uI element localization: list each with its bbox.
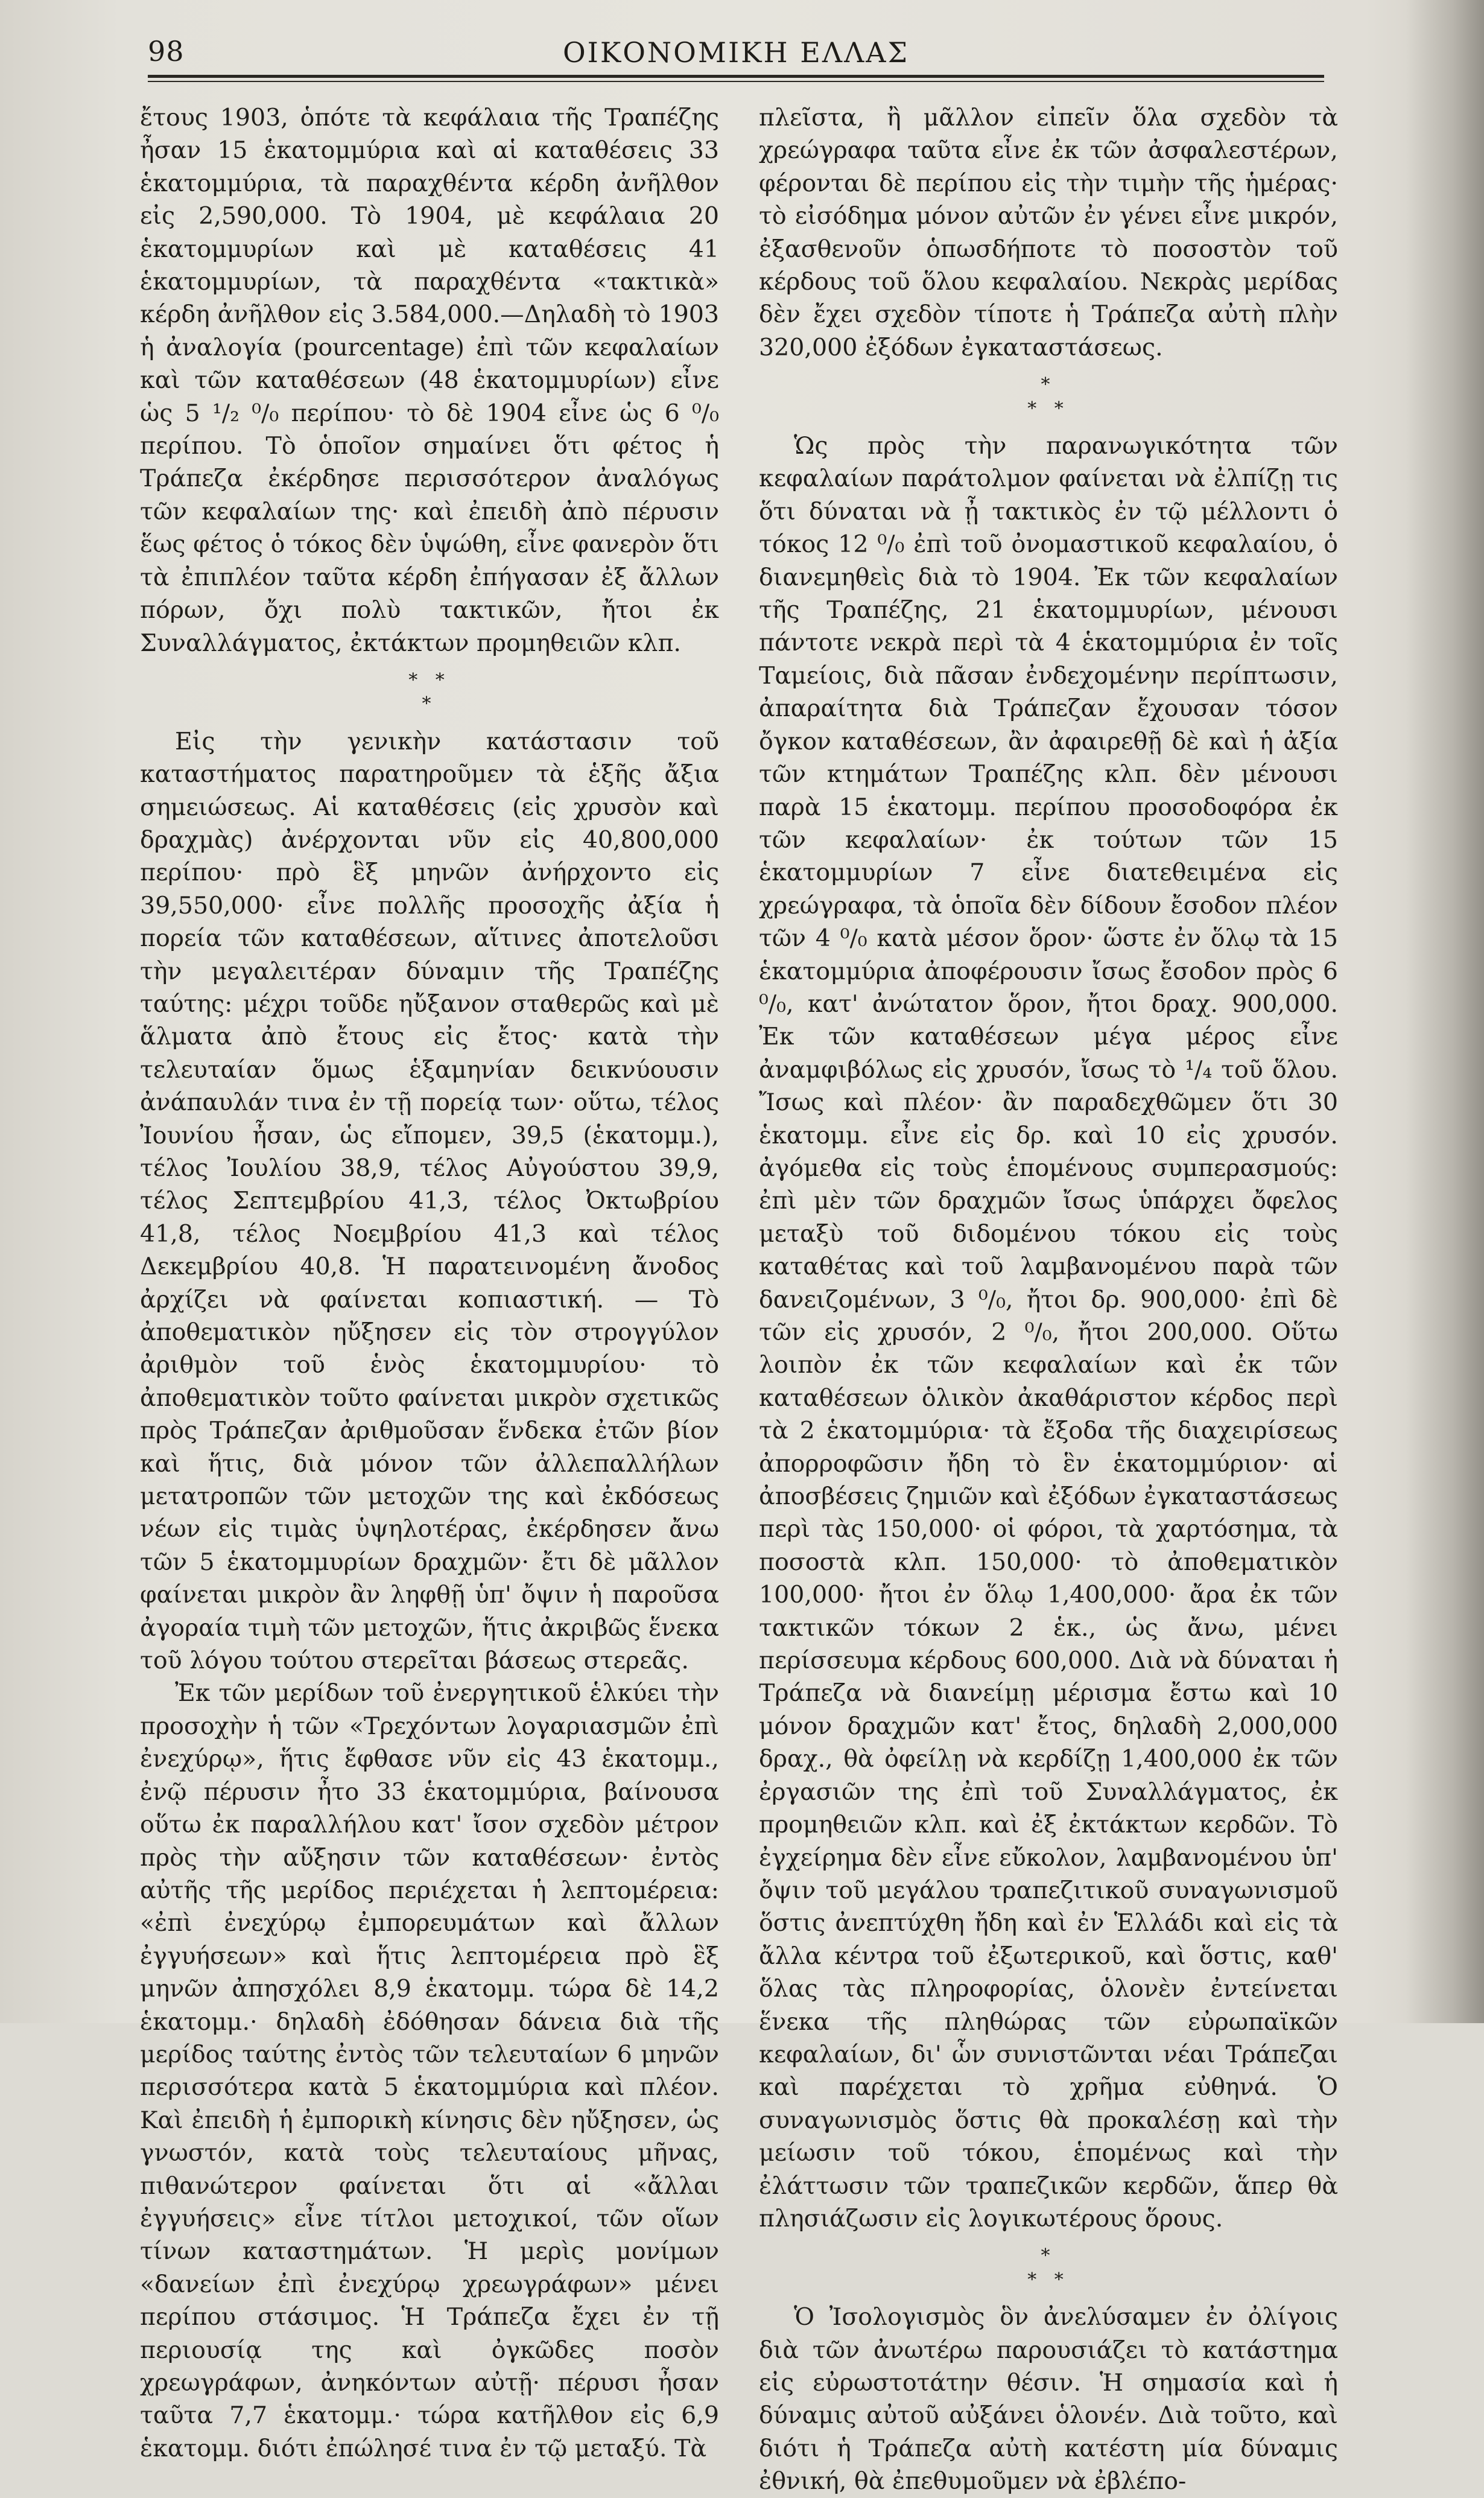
binding-shadow <box>1406 0 1484 2023</box>
right-column <box>759 101 1338 2496</box>
right-paragraph-1: πλεῖστα, ἢ μᾶλλον εἰπεῖν ὅλα σχεδὸν τὰ χρεώγραφα ταῦτα εἶνε ἐκ τῶν ἀσφαλεστέρων, φέρονται δὲ περίπου εἰς τὴν τιμὴν τῆς ἡμέρας· τὸ εἰσόδημα μόνον αὐτῶν ἐν γένει εἶνε μικρόν, ἐξασθενοῦν ὁπωσδήποτε τὸ ποσοστὸν τοῦ κέρδους τοῦ ὅλου κεφαλαίου. Νεκρὰς μερίδας δὲν ἔχει σχεδὸν τίποτε ἡ Τράπεζα αὐτὴ πλὴν 320,000 ἐξόδων ἐγκαταστάσεως. <box>759 104 1338 361</box>
separator-stars-bottom: * * <box>1027 2269 1070 2290</box>
section-separator <box>140 659 719 725</box>
right-paragraph-2: Ὡς πρὸς τὴν παρανωγικότητα τῶν κεφαλαίων παράτολμον φαίνεται νὰ ἐλπίζῃ τις ὅτι δύναται νὰ ᾖ τακτικὸς ἐν τῷ μέλλοντι ὁ τόκος 12 ⁰/₀ ἐπὶ τοῦ ὀνομαστικοῦ κεφαλαίου, ὁ διανεμηθεὶς διὰ τὸ 1904. Ἐκ τῶν κεφαλαίων τῆς Τραπέζης, 21 ἑκατομμυρίων, μένουσι πάντοτε νεκρὰ περὶ τὰ 4 ἑκατομμύρια ἐν τοῖς Ταμείοις, διὰ πᾶσαν ἐνδεχομένην περίπτωσιν, ἀπαραίτητα διὰ Τράπεζαν ἔχουσαν τόσον ὄγκον καταθέσεων, ἂν ἀφαιρεθῇ δὲ καὶ ἡ ἀξία τῶν κτημάτων Τραπέζης κλπ. δὲν μένουσι παρὰ 15 ἑκατομμ. περίπου προσοδοφόρα ἐκ τῶν κεφαλαίων· ἐκ τούτων τῶν 15 ἑκατομμυρίων 7 εἶνε διατεθειμένα εἰς χρεώγραφα, τὰ ὁποῖα δὲν δίδουν ἔσοδον πλέον τῶν 4 ⁰/₀ κατὰ μέσον ὅρον· ὥστε ἐν ὅλῳ τὰ 15 ἑκατομμύρια ἀποφέρουσιν ἴσως ἔσοδον πρὸς 6 ⁰/₀, κατ' ἀνώτατον ὅρον, ἤτοι δραχ. 900,000. Ἐκ τῶν καταθέσεων μέγα μέρος εἶνε ἀναμφιβόλως εἰς χρυσόν, ἴσως τὸ ¹/₄ τοῦ ὅλου. Ἴσως καὶ πλέον· ἂν παραδεχθῶμεν ὅτι 30 ἑκατομμ. εἶνε εἰς δρ. καὶ 10 εἰς χρυσόν. ἀγόμεθα εἰς τοὺς ἑπομένους συμπερασμούς: ἐπὶ μὲν τῶν δραχμῶν ἴσως ὑπάρχει ὄφελος μεταξὺ τοῦ διδομένου τόκου εἰς τοὺς καταθέτας καὶ τοῦ λαμβανομένου παρὰ τῶν δανειζομένων, 3 ⁰/₀, ἤτοι δρ. 900,000· ἐπὶ δὲ τῶν εἰς χρυσόν, 2 ⁰/₀, ἤτοι 200,000. Οὕτω λοιπὸν ἐκ τῶν κεφαλαίων καὶ ἐκ τῶν καταθέσεων ὁλικὸν ἀκαθάριστον κέρδος περὶ τὰ 2 ἑκατομμύρια· τὰ ἔξοδα τῆς διαχειρίσεως ἀπορροφῶσιν ἤδη τὸ ἓν ἑκατομμύριον· αἱ ἀποσβέσεις ζημιῶν καὶ ἐξόδων ἐγκαταστάσεως περὶ τὰς 150,000· οἱ φόροι, τὰ χαρτόσημα, τὰ ποσοστὰ κλπ. 150,000· τὸ ἀποθεματικὸν 100,000· ἤτοι ἐν ὅλῳ 1,400,000· ἄρα ἐκ τῶν τακτικῶν τόκων 2 ἑκ., ὡς ἄνω, μένει περίσσευμα κέρδους 600,000. Διὰ νὰ δύναται ἡ Τράπεζα νὰ διανείμῃ μέρισμα ἔστω καὶ 10 μόνον δραχμῶν κατ' ἔτος, δηλαδὴ 2,000,000 δραχ., θὰ ὀφείλῃ νὰ κερδίζῃ 1,400,000 ἐκ τῶν ἐργασιῶν της ἐπὶ τοῦ Συναλλάγματος, ἐκ προμηθειῶν κλπ. καὶ ἐξ ἐκτάκτων κερδῶν. Τὸ ἐγχείρημα δὲν εἶνε εὔκολον, λαμβανομένου ὑπ' ὄψιν τοῦ μεγάλου τραπεζιτικοῦ συναγωνισμοῦ ὅστις ἀνεπτύχθη ἤδη καὶ ἐν Ἑλλάδι καὶ εἰς τὰ ἄλλα κέντρα τοῦ ἐξωτερικοῦ, καὶ ὅστις, καθ' ὅλας τὰς πληροφορίας, ὁλονὲν ἐντείνεται ἕνεκα τῆς πληθώρας τῶν εὐρωπαϊκῶν κεφαλαίων, δι' ὧν συνιστῶνται νέαι Τράπεζαι καὶ παρέχεται τὸ χρῆμα εὐθηνά. Ὁ συναγωνισμὸς ὅστις θὰ προκαλέσῃ καὶ τὴν μείωσιν τοῦ τόκου, ἑπομένως καὶ τὴν ἐλάττωσιν τῶν τραπεζικῶν κερδῶν, ἅπερ θὰ πλησιάζωσιν εἰς λογικωτέρους ὅρους. <box>759 432 1338 2233</box>
left-paragraph-1: ἔτους 1903, ὁπότε τὰ κεφάλαια τῆς Τραπέζης ἦσαν 15 ἑκατομμύρια καὶ αἱ καταθέσεις 33 ἑκατομμύρια, τὰ παραχθέντα κέρδη ἀνῆλθον εἰς 2,590,000. Τὸ 1904, μὲ κεφάλαια 20 ἑκατομμυρίων καὶ μὲ καταθέσεις 41 ἑκατομμυρίων, τὰ παραχθέντα «τακτικὰ» κέρδη ἀνῆλθον εἰς 3.584,000.—Δηλαδὴ τὸ 1903 ἡ ἀναλογία (pourcentage) ἐπὶ τῶν κεφαλαίων καὶ τῶν καταθέσεων (48 ἑκατομμυρίων) εἶνε ὡς 5 ¹/₂ ⁰/₀ περίπου· τὸ δὲ 1904 εἶνε ὡς 6 ⁰/₀ περίπου. Τὸ ὁποῖον σημαίνει ὅτι φέτος ἡ Τράπεζα ἐκέρδησε περισσότερον ἀναλόγως τῶν κεφαλαίων της· καὶ ἐπειδὴ ἀπὸ πέρυσιν ἕως φέτος ὁ τόκος δὲν ὑψώθη, εἶνε φανερὸν ὅτι τὰ ἐπιπλέον ταῦτα κέρδη ἐπήγασαν ἐξ ἄλλων πόρων, ὄχι πολὺ τακτικῶν, ἤτοι ἐκ Συναλλάγματος, ἐκτάκτων προμηθειῶν κλπ. <box>140 104 719 657</box>
header-rule-thick <box>148 75 1324 78</box>
page-number: 98 <box>148 35 185 68</box>
separator-stars-bottom: * <box>422 693 437 715</box>
separator-stars-top: * <box>1041 374 1056 396</box>
separator-stars-top: * <box>1041 2245 1056 2267</box>
section-separator <box>759 364 1338 430</box>
left-column <box>140 101 719 2462</box>
header-rule-thin <box>148 81 1324 82</box>
left-paragraph-3: Ἐκ τῶν μερίδων τοῦ ἐνεργητικοῦ ἑλκύει τὴν προσοχὴν ἡ τῶν «Τρεχόντων λογαριασμῶν ἐπὶ ἐνεχύρῳ», ἥτις ἔφθασε νῦν εἰς 43 ἑκατομμ., ἐνῷ πέρυσιν ἦτο 33 ἑκατομμύρια, βαίνουσα οὕτω ἐκ παραλλήλου κατ' ἴσον σχεδὸν μέτρον πρὸς τὴν αὔξησιν τῶν καταθέσεων· ἐντὸς αὐτῆς τῆς μερίδος περιέχεται ἡ λεπτομέρεια: «ἐπὶ ἐνεχύρῳ ἐμπορευμάτων καὶ ἄλλων ἐγγυήσεων» καὶ ἥτις λεπτομέρεια πρὸ ἓξ μηνῶν ἀπησχόλει 8,9 ἑκατομμ. τώρα δὲ 14,2 ἑκατομμ.· δηλαδὴ ἐδόθησαν δάνεια διὰ τῆς μερίδος ταύτης ἐντὸς τῶν τελευταίων 6 μηνῶν περισσότερα κατὰ 5 ἑκατομμύρια καὶ πλέον. Καὶ ἐπειδὴ ἡ ἐμπορικὴ κίνησις δὲν ηὔξησεν, ὡς γνωστόν, κατὰ τοὺς τελευταίους μῆνας, πιθανώτερον φαίνεται ὅτι αἱ «ἄλλαι ἐγγυήσεις» εἶνε τίτλοι μετοχικοί, τῶν οἵων τίνων καταστημάτων. Ἡ μερὶς μονίμων «δανείων ἐπὶ ἐνεχύρῳ χρεωγράφων» μένει περίπου στάσιμος. Ἡ Τράπεζα ἔχει ἐν τῇ περιουσίᾳ της καὶ ὀγκῶδες ποσὸν χρεωγράφων, ἀνηκόντων αὐτῇ· πέρυσι ἦσαν ταῦτα 7,7 ἑκατομμ.· τώρα κατῆλθον εἰς 6,9 ἑκατομμ. διότι ἐπώλησέ τινα ἐν τῷ μεταξύ. Τὰ <box>140 1679 719 2462</box>
separator-stars-top: * * <box>408 669 451 691</box>
left-paragraph-2: Εἰς τὴν γενικὴν κατάστασιν τοῦ καταστήματος παρατηροῦμεν τὰ ἑξῆς ἄξια σημειώσεως. Αἱ καταθέσεις (εἰς χρυσὸν καὶ δραχμὰς) ἀνέρχονται νῦν εἰς 40,800,000 περίπου· πρὸ ἓξ μηνῶν ἀνήρχοντο εἰς 39,550,000· εἶνε πολλῆς προσοχῆς ἀξία ἡ πορεία τῶν καταθέσεων, αἵτινες ἀποτελοῦσι τὴν μεγαλειτέραν δύναμιν τῆς Τραπέζης ταύτης: μέχρι τοῦδε ηὔξανον σταθερῶς καὶ μὲ ἅλματα ἀπὸ ἔτους εἰς ἔτος· κατὰ τὴν τελευταίαν ὅμως ἑξαμηνίαν δεικνύουσιν ἀνάπαυλάν τινα ἐν τῇ πορείᾳ των· οὕτω, τέλος Ἰουνίου ἦσαν, ὡς εἴπομεν, 39,5 (ἑκατομμ.), τέλος Ἰουλίου 38,9, τέλος Αὐγούστου 39,9, τέλος Σεπτεμβρίου 41,3, τέλος Ὀκτωβρίου 41,8, τέλος Νοεμβρίου 41,3 καὶ τέλος Δεκεμβρίου 40,8. Ἡ παρατεινομένη ἄνοδος ἀρχίζει νὰ φαίνεται κοπιαστική. — Τὸ ἀποθεματικὸν ηὔξησεν εἰς τὸν στρογγύλον ἀριθμὸν τοῦ ἑνὸς ἑκατομμυρίου· τὸ ἀποθεματικὸν τοῦτο φαίνεται μικρὸν σχετικῶς πρὸς Τράπεζαν ἀριθμοῦσαν ἕνδεκα ἐτῶν βίον καὶ ἥτις, διὰ μόνον τῶν ἀλλεπαλλήλων μετατροπῶν τῶν μετοχῶν της καὶ ἐκδόσεως νέων εἰς τιμὰς ὑψηλοτέρας, ἐκέρδησεν ἄνω τῶν 5 ἑκατομμυρίων δραχμῶν· ἔτι δὲ μᾶλλον φαίνεται μικρὸν ἂν ληφθῇ ὑπ' ὄψιν ἡ παροῦσα ἀγοραία τιμὴ τῶν μετοχῶν, ἥτις ἀκριβῶς ἕνεκα τοῦ λόγου τούτου στερεῖται βάσεως στερεᾶς. <box>140 727 719 1675</box>
page-header <box>148 29 1324 77</box>
running-title: ΟΙΚΟΝΟΜΙΚΗ ΕΛΛΑΣ <box>562 36 910 69</box>
section-separator <box>759 2235 1338 2301</box>
right-paragraph-3: Ὁ Ἰσολογισμὸς ὃν ἀνελύσαμεν ἐν ὀλίγοις διὰ τῶν ἀνωτέρω παρουσιάζει τὸ κατάστημα εἰς εὐρωστοτάτην θέσιν. Ἡ σημασία καὶ ἡ δύναμις αὐτοῦ αὐξάνει ὁλονέν. Διὰ τοῦτο, καὶ διότι ἡ Τράπεζα αὐτὴ κατέστη μία δύναμις ἐθνική, θὰ ἐπεθυμοῦμεν νὰ ἐβλέπο- <box>759 2303 1338 2496</box>
separator-stars-bottom: * * <box>1027 398 1070 419</box>
